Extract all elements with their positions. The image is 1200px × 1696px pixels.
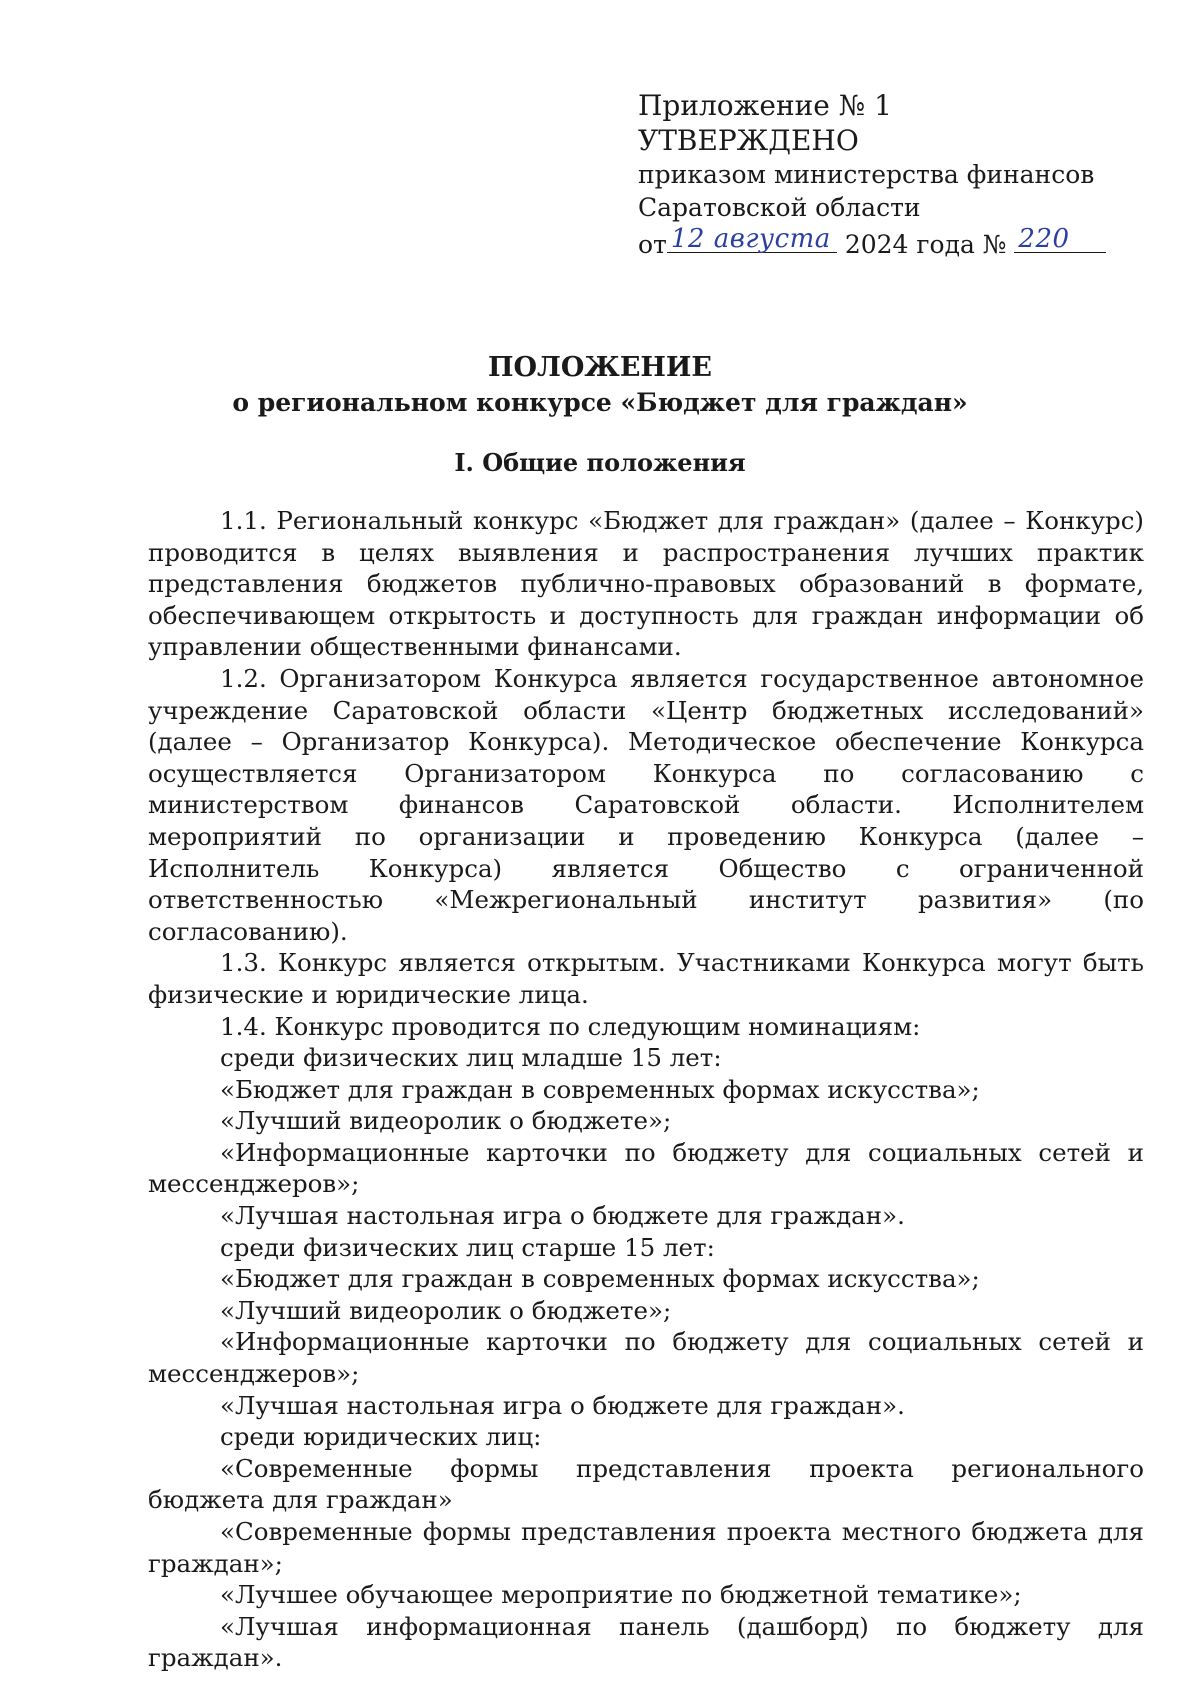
nomination-group: среди физических лиц младше 15 лет: (220, 1043, 722, 1073)
section-heading: I. Общие положения (454, 448, 746, 477)
date-blank (667, 224, 837, 253)
paragraph: 1.1. Региональный конкурс «Бюджет для граждан» (далее – Конкурс) проводится в целях выявления и распространения лучших практик представления бюджетов публично-правовых образований в формате, обеспечивающем открытость и доступность для граждан информации об управлении общественными финансами. (148, 506, 1144, 662)
handwritten-date: 12 августа (670, 224, 831, 254)
document-subtitle: о региональном конкурсе «Бюджет для граждан» (232, 388, 968, 417)
nomination-group: среди физических лиц старше 15 лет: (220, 1232, 715, 1262)
handwritten-number: 220 (1018, 224, 1070, 254)
nomination-item: «Лучшее обучающее мероприятие по бюджетной тематике»; (220, 1580, 1022, 1610)
document-title: ПОЛОЖЕНИЕ (487, 352, 712, 383)
nomination-item: «Лучший видеоролик о бюджете»; (220, 1106, 672, 1136)
document-body (148, 505, 1144, 1674)
number-blank (1014, 224, 1106, 253)
paragraph: 1.4. Конкурс проводится по следующим номинациям: (220, 1011, 921, 1041)
nomination-item: «Бюджет для граждан в современных формах искусства»; (220, 1074, 980, 1104)
nomination-item: «Информационные карточки по бюджету для социальных сетей и мессенджеров»; (148, 1327, 1144, 1389)
order-line-1: приказом министерства финансов (638, 160, 1095, 189)
nomination-group: среди юридических лиц: (220, 1422, 542, 1452)
nomination-item: «Информационные карточки по бюджету для социальных сетей и мессенджеров»; (148, 1137, 1144, 1199)
nomination-item: «Бюджет для граждан в современных формах искусства»; (220, 1264, 980, 1294)
nomination-item: «Современные формы представления проекта местного бюджета для граждан»; (148, 1517, 1144, 1578)
approval-block (638, 88, 1108, 261)
paragraph: 1.3. Конкурс является открытым. Участниками Конкурса могут быть физические и юридические лица. (148, 948, 1144, 1009)
appendix-label: Приложение № 1 (638, 89, 892, 122)
nomination-item: «Лучшая информационная панель (дашборд) по бюджету для граждан». (148, 1611, 1144, 1673)
paragraph: 1.2. Организатором Конкурса является государственное автономное учреждение Саратовской области «Центр бюджетных исследований» (далее – Организатор Конкурса). Методическое обеспечение Конкурса осуществляется Организатором Конкурса по согласованию с министерством финансов Саратовской области. Исполнителем мероприятий по организации и проведению Конкурса (далее – Исполнитель Конкурса) является Общество с ограниченной ответственностью «Межрегиональный институт развития» (по согласованию). (148, 663, 1144, 946)
nomination-item: «Лучшая настольная игра о бюджете для граждан». (220, 1390, 905, 1420)
order-date-line (638, 224, 1108, 261)
nomination-item: «Лучшая настольная игра о бюджете для граждан». (220, 1201, 905, 1231)
order-line-2: Саратовской области (638, 193, 921, 222)
nomination-item: «Лучший видеоролик о бюджете»; (220, 1295, 672, 1325)
approved-label: УТВЕРЖДЕНО (638, 124, 859, 157)
date-suffix: 2024 года № (844, 230, 1007, 259)
date-prefix: от (638, 230, 667, 259)
nomination-item: «Современные формы представления проекта регионального бюджета для граждан» (148, 1453, 1144, 1515)
